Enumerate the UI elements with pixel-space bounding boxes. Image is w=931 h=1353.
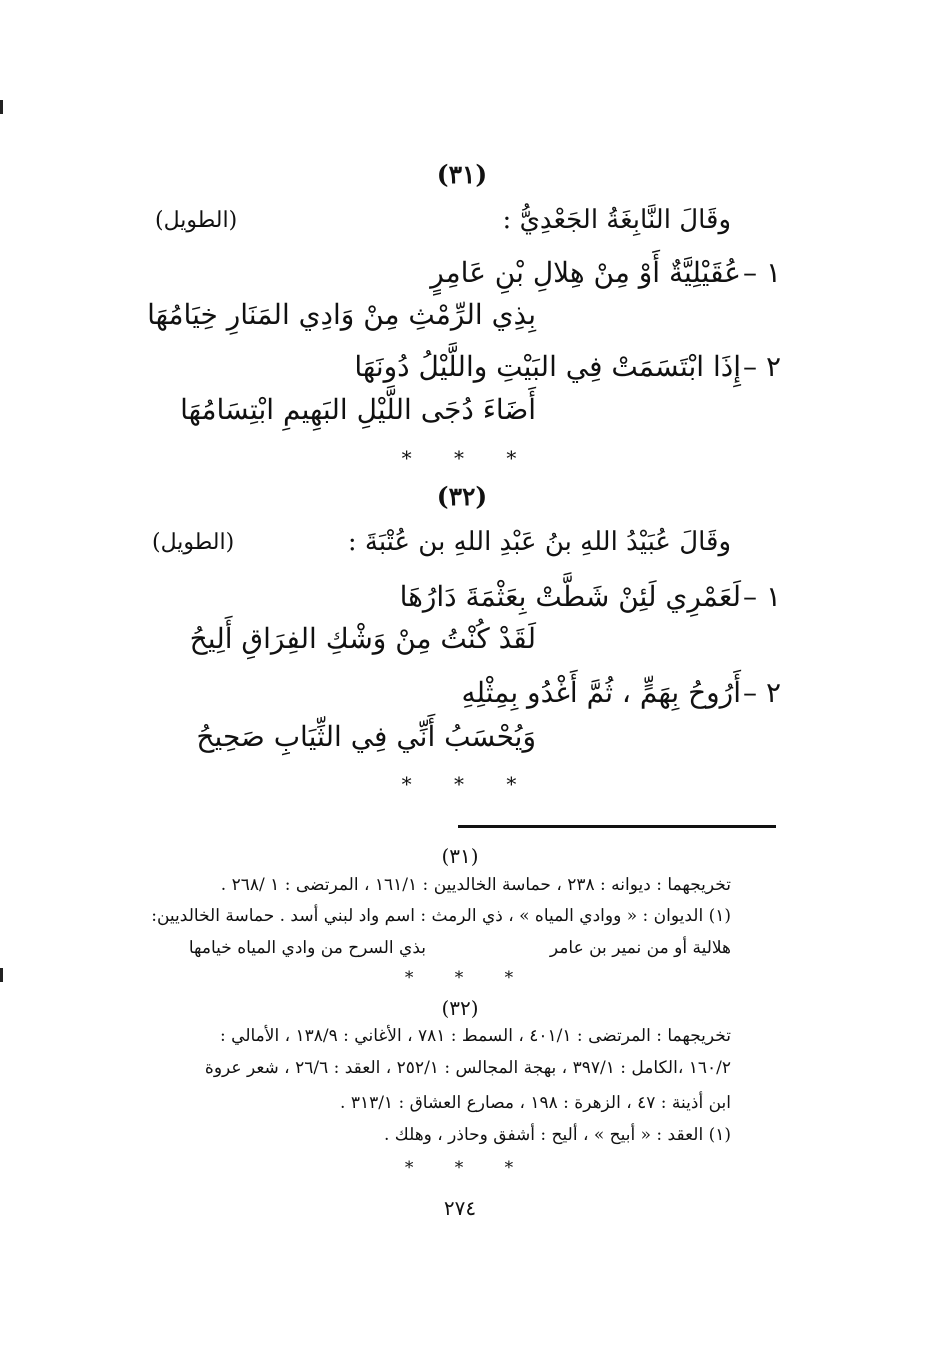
verse-second-hemistich: وَيُحْسَبُ أَنِّي فِي الثِّيَابِ صَحِيحُ xyxy=(196,720,536,753)
section-separator: * * * xyxy=(401,446,535,470)
margin-mark xyxy=(0,968,3,982)
page-number: ٢٧٤ xyxy=(443,1196,477,1220)
verse-second-hemistich: بِذِي الرِّمْثِ مِنْ وَادِي المَنَارِ خِيَامُهَا xyxy=(147,298,536,331)
footnote-verse-first: هلالية أو من نمير بن عامر xyxy=(549,938,731,958)
footnote-line: (١) العقد : « أبيح » ، أليح : أشفق وحاذر ، وهلك . xyxy=(383,1125,731,1145)
poem-number: (٣٢) xyxy=(436,482,488,511)
verse-first-hemistich: لَعَمْرِي لَئِنْ شَطَّتْ بِعَثْمَةَ دَارُهَا xyxy=(399,580,741,613)
footnote-rule xyxy=(458,825,776,828)
verse-number: ١ – xyxy=(743,256,781,289)
verse-number: ٢ – xyxy=(743,676,781,709)
section-separator: * * * xyxy=(404,1158,532,1178)
footnote-line: تخريجهما : ديوانه : ٢٣٨ ، حماسة الخالديين : ١٦١/١ ، المرتضى : ١ /٢٦٨ . xyxy=(220,875,731,895)
section-separator: * * * xyxy=(401,772,535,796)
poem-intro: وقَالَ النَّابِغَةُ الجَعْدِيُّ : xyxy=(502,205,731,235)
verse-number: ١ – xyxy=(743,580,781,613)
section-separator: * * * xyxy=(404,968,532,988)
footnote-line: (١) الديوان : « ووادي المياه » ، ذي الرمث : اسم واد لبني أسد . حماسة الخالديين: xyxy=(151,906,731,926)
poem-meter: (الطويل) xyxy=(155,208,238,233)
verse-second-hemistich: أَضَاءَ دُجَى اللَّيْلِ البَهِيمِ ابْتِسَامُهَا xyxy=(180,393,536,426)
poem-number: (٣١) xyxy=(436,160,488,189)
footnote-line: ابن أذينة : ٤٧ ، الزهرة : ١٩٨ ، مصارع العشاق : ٣١٣/١ . xyxy=(340,1093,731,1113)
verse-first-hemistich: أَرُوحُ بِهَمٍّ ، ثُمَّ أَغْدُو بِمِثْلِهِ xyxy=(461,676,741,709)
footnote-verse-second: بذي السرح من وادي المياه خيامها xyxy=(188,938,426,958)
footnote-number: (٣١) xyxy=(441,844,479,868)
poem-meter: (الطويل) xyxy=(152,530,235,555)
margin-mark xyxy=(0,100,3,114)
footnote-number: (٣٢) xyxy=(441,996,479,1020)
poem-intro: وقَالَ عُبَيْدُ اللهِ بنُ عَبْدِ اللهِ بن عُتْبَةَ : xyxy=(347,527,731,557)
verse-first-hemistich: إِذَا ابْتَسَمَتْ فِي البَيْتِ واللَّيْلُ دُونَهَا xyxy=(354,350,741,383)
verse-first-hemistich: عُقَيْلِيَّةٌ أَوْ مِنْ هِلالِ بْنِ عَامِرٍ xyxy=(430,256,741,289)
footnote-line: ١٦٠/٢ ،الكامل : ٣٩٧/١ ، بهجة المجالس : ٢٥٢/١ ، العقد : ٢٦/٦ ، شعر عروة xyxy=(204,1058,731,1078)
verse-number: ٢ – xyxy=(743,350,781,383)
verse-second-hemistich: لَقَدْ كُنْتُ مِنْ وَشْكِ الفِرَاقِ أَلِيحُ xyxy=(189,622,536,655)
footnote-line: تخريجهما : المرتضى : ٤٠١/١ ، السمط : ٧٨١ ، الأغاني : ١٣٨/٩ ، الأمالي : xyxy=(220,1026,731,1046)
